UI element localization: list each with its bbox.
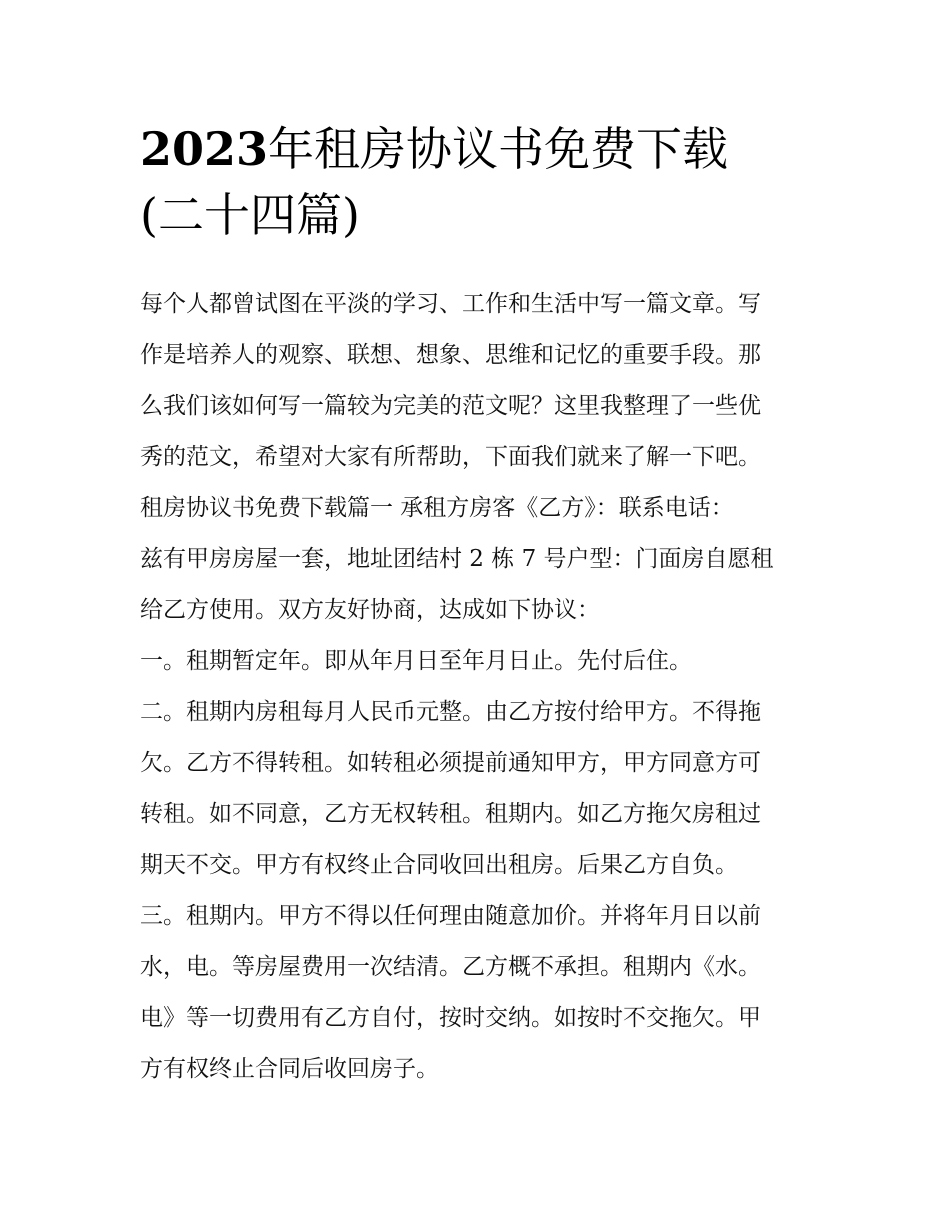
body-line: 给乙方使用。双方友好协商，达成如下协议：: [140, 597, 600, 623]
body-line: 方有权终止合同后收回房子。: [140, 1056, 439, 1082]
document-body: [140, 279, 830, 1095]
body-line: 欠。乙方不得转租。如转租必须提前通知甲方，甲方同意方可: [140, 750, 761, 776]
title-line1-text: 年租房协议书免费下载: [268, 122, 729, 176]
body-line: 秀的范文，希望对大家有所帮助，下面我们就来了解一下吧。: [140, 444, 761, 470]
document-title: [140, 116, 840, 248]
body-line: 二。租期内房租每月人民币元整。由乙方按付给甲方。不得拖: [140, 699, 761, 725]
title-year: 2023: [140, 122, 269, 176]
body-line: 兹有甲房房屋一套，地址团结村 2 栋 7 号户型：门面房自愿租: [140, 546, 774, 572]
body-line: 么我们该如何写一篇较为完美的范文呢？这里我整理了一些优: [140, 393, 761, 419]
body-line: 水，电。等房屋费用一次结清。乙方概不承担。租期内《水。: [140, 954, 761, 980]
body-line: 每个人都曾试图在平淡的学习、工作和生活中写一篇文章。写: [140, 291, 761, 317]
body-line: 一。租期暂定年。即从年月日至年月日止。先付后住。: [140, 648, 692, 674]
body-line: 转租。如不同意，乙方无权转租。租期内。如乙方拖欠房租过: [140, 801, 761, 827]
body-line: 作是培养人的观察、联想、想象、思维和记忆的重要手段。那: [140, 342, 761, 368]
body-line: 租房协议书免费下载篇一 承租方房客《乙方》：联系电话：: [140, 495, 734, 521]
body-line: 期天不交。甲方有权终止合同收回出租房。后果乙方自负。: [140, 852, 738, 878]
body-line: 三。租期内。甲方不得以任何理由随意加价。并将年月日以前: [140, 903, 761, 929]
title-line2-text: (二十四篇): [140, 188, 360, 242]
body-line: 电》等一切费用有乙方自付，按时交纳。如按时不交拖欠。甲: [140, 1005, 761, 1031]
